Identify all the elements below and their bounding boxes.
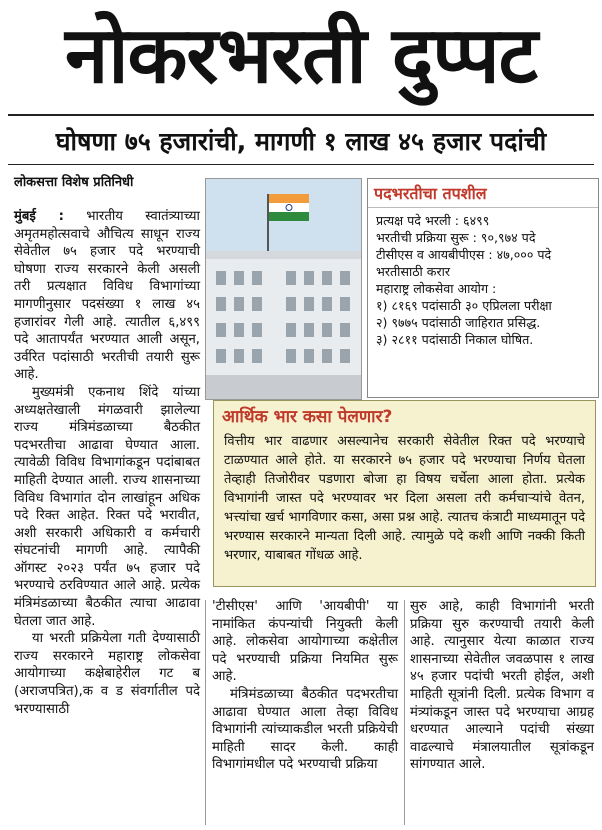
- column-separator: [404, 600, 405, 825]
- article-column-3: [410, 598, 594, 774]
- article-column-2: [212, 598, 398, 774]
- building-illustration: [206, 179, 361, 399]
- details-box-body: [368, 208, 598, 352]
- details-line: टीसीएस व आयबीपीएस : ४७,००० पदे: [376, 247, 552, 262]
- details-line: २) ९७७५ पदांसाठी जाहिरात प्रसिद्ध.: [376, 315, 541, 330]
- article-paragraph: मुख्यमंत्री एकनाथ शिंदे यांच्या अध्यक्षतेखाली मंगळवारी झालेल्या राज्य मंत्रिमंडळाच्या बैठकीत पदभरतीचा आढावा घेण्यात आला. त्यावेळी विविध विभागांकडून पदांबाबत माहिती देण्यात आली. राज्य शासनाच्या विविध विभागांत दोन लाखांहून अधिक पदे रिक्त आहेत. रिक्त पदे भरावीत, अशी सरकारी अधिकारी व कर्मचारी संघटनांची मागणी आहे. त्यापैकी ऑगस्ट २०२३ पर्यंत ७५ हजार पदे भरण्याचे ठरविण्यात आले आहे. प्रत्येक मंत्रिमंडळाच्या बैठकीत त्याचा आढावा घेतला जात आहे.: [14, 384, 200, 629]
- finance-box-body: वित्तीय भार वाढणार असल्यानेच सरकारी सेवेतील रिक्त पदे भरण्याचे टाळण्यात आले होते. या सरकारने ७५ हजार पदे भरण्याचा निर्णय घेतला तेव्हाही तिजोरीवर पडणारा बोजा हा विषय चर्चेला आला होता. प्रत्येक विभागांनी जास्त पदे भरण्यावर भर दिला असला तरी कर्मचाऱ्यांचे वेतन, भत्त्यांचा खर्च भागविणार कसा, असा प्रश्न आहे. त्यातच कंत्राटी माध्यमातून पदे भरण्यास सरकारने मान्यता दिली आहे. त्यामुळे पदे कशी आणि नक्की किती भरणार, याबाबत गोंधळ आहे.: [224, 434, 585, 563]
- details-line: ३) २८११ पदांसाठी निकाल घोषित.: [376, 332, 534, 347]
- article-text: भारतीय स्वातंत्र्याच्या अमृतमहोत्सवाचे औचित्य साधून राज्य सेवेतील ७५ हजार पदे भरण्याची घोषणा राज्य सरकारने केली असली तरी प्रत्यक्षात विविध विभागांच्या मागणीनुसार पदसंख्या १ लाख ४५ हजारांवर गेली आहे. त्यातील ६,४९९ पदे आतापर्यंत भरण्यात आली असून, उर्वरित पदांसाठी भरतीची तयारी सुरू आहे.: [14, 209, 200, 383]
- article-column-1: [14, 208, 200, 718]
- subheadline: घोषणा ७५ हजारांची, मागणी १ लाख ४५ हजार पदांची: [55, 127, 547, 156]
- mantralaya-building-photo: [205, 178, 362, 400]
- article-paragraph: 'टीसीएस' आणि 'आयबीपी' या नामांकित कंपन्यांची नियुक्ती केली आहे. लोकसेवा आयोगाच्या कक्षेतील पदे भरण्याची प्रक्रिया नियमित सुरू आहे.: [212, 599, 398, 685]
- details-line: भरतीसाठी करार: [376, 264, 451, 279]
- article-paragraph: मंत्रिमंडळाच्या बैठकीत पदभरतीचा आढावा घेण्यात आला तेव्हा विविध विभागांनी त्यांच्याकडील भरती प्रक्रियेची माहिती सादर केली. काही विभागांमधील पदे भरण्याची प्रक्रिया: [212, 686, 398, 773]
- details-line: महाराष्ट्र लोकसेवा आयोग :: [376, 281, 497, 296]
- article-paragraph: [14, 208, 200, 384]
- dateline: मुंबई :: [14, 209, 64, 224]
- finance-box-title: आर्थिक भार कसा पेलणार?: [222, 407, 393, 427]
- article-paragraph: या भरती प्रक्रियेला गती देण्यासाठी राज्य सरकारने महाराष्ट्र लोकसेवा आयोगाच्या कक्षेबाहेरील गट ब (अराजपत्रित),क व ड संवर्गातील पदे भरण्यासाठी: [14, 631, 200, 717]
- details-line: प्रत्यक्ष पदे भरली : ६४९९: [376, 213, 490, 228]
- details-line: १) ८१६९ पदांसाठी ३० एप्रिलला परीक्षा: [376, 298, 552, 313]
- details-box-title: पदभरतीचा तपशील: [368, 179, 598, 208]
- article-paragraph: सुरु आहे, काही विभागांनी भरती प्रक्रिया सुरु करण्याची तयारी केली आहे. त्यानुसार येत्या काळात राज्य शासनाच्या सेवेतील जवळपास १ लाख ४५ हजार पदांची भरती होईल, अशी माहिती सूत्रांनी दिली. प्रत्येक विभाग व मंत्र्यांकडून जास्त पदे भरण्याचा आग्रह धरण्यात आल्याने पदांची संख्या वाढल्याचे मंत्रालयातील सूत्रांकडून सांगण्यात आले.: [410, 599, 594, 773]
- headline-rule: [8, 114, 594, 116]
- details-line: भरतीची प्रक्रिया सुरू : ९०,९७४ पदे: [376, 230, 536, 245]
- column-separator: [205, 600, 206, 825]
- byline: लोकसत्ता विशेष प्रतिनिधी: [14, 175, 134, 190]
- subheadline-rule: [8, 164, 594, 165]
- finance-box: [213, 400, 596, 587]
- details-box: [367, 178, 599, 398]
- headline: नोकरभरती दुप्पट: [65, 11, 537, 101]
